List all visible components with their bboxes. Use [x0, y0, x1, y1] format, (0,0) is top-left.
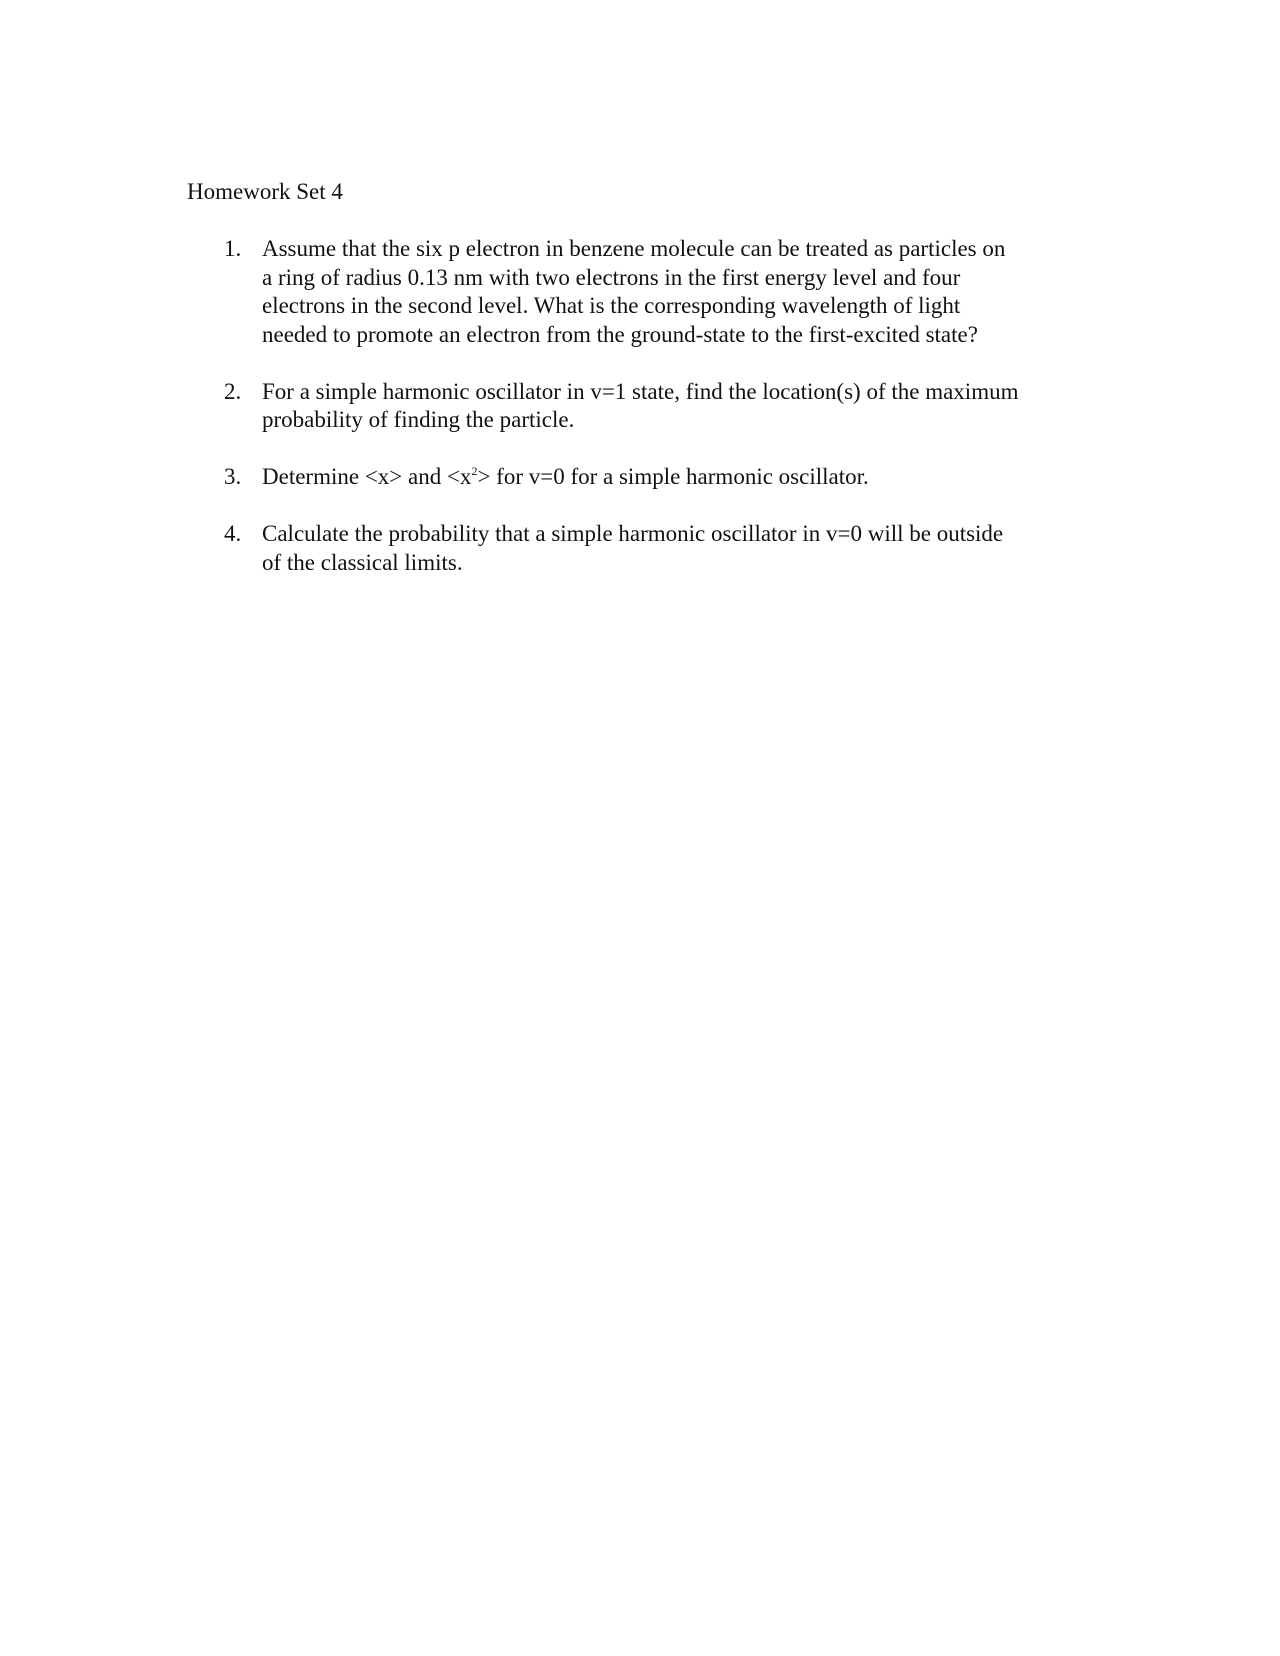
problem-2-line-2: probability of finding the particle. [262, 407, 575, 432]
problem-3-text-after-superscript: > for v=0 for a simple harmonic oscillator. [477, 464, 869, 489]
problem-number-3: 3. [224, 464, 242, 489]
problem-3-line-1 [262, 463, 1092, 492]
problem-item-3 [0, 463, 1092, 492]
problem-item-4 [0, 520, 1092, 577]
problem-number-4: 4. [224, 521, 242, 546]
problem-1-line-2: a ring of radius 0.13 nm with two electrons in the first energy level and four [262, 264, 961, 290]
superscript-two: 2 [471, 464, 478, 478]
problem-3-text-before-superscript: Determine <x> and <x [262, 464, 472, 489]
problem-1-line-1: Assume that the six p electron in benzene molecule can be treated as particles on [262, 236, 1006, 261]
problem-1-line-3: electrons in the second level. What is the corresponding wavelength of light [262, 293, 961, 318]
problem-number-2: 2. [224, 378, 242, 404]
document-title: Homework Set 4 [187, 179, 343, 204]
problem-item-1 [0, 235, 1092, 349]
problem-1-line-4: needed to promote an electron from the ground-state to the first-excited state? [262, 321, 978, 347]
problem-item-2 [0, 378, 1092, 435]
problem-4-line-2: of the classical limits. [262, 549, 463, 575]
problem-4-line-1: Calculate the probability that a simple harmonic oscillator in v=0 will be outside [262, 521, 1004, 546]
problem-2-line-1: For a simple harmonic oscillator in v=1 state, find the location(s) of the maximum [262, 378, 1019, 404]
problem-list [0, 235, 1280, 606]
problem-number-1: 1. [224, 236, 242, 261]
